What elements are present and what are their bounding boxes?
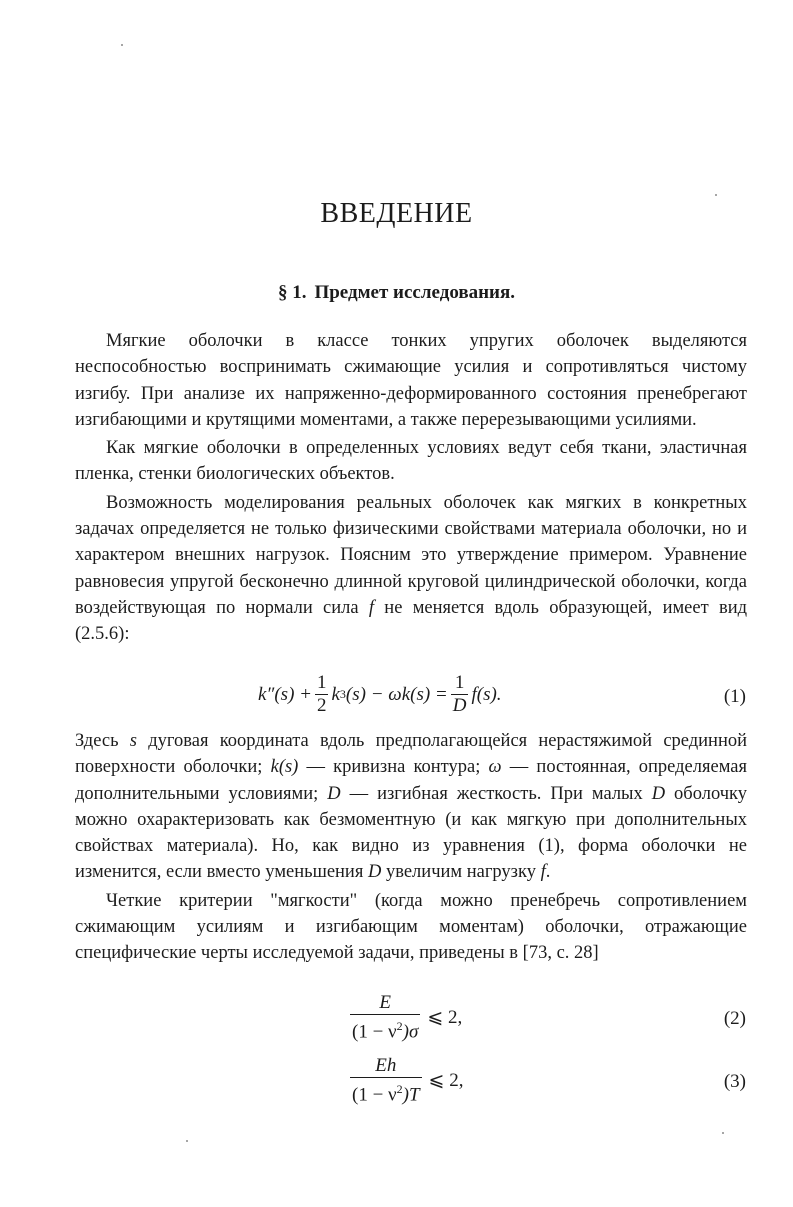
paragraph-3-tail: не меняется вдоль образующей, имеет вид (2.5.6): bbox=[75, 597, 748, 645]
p4-text-c: — кривизна контура; bbox=[306, 757, 481, 778]
scan-speck bbox=[722, 1132, 724, 1134]
equation-2-body bbox=[347, 992, 462, 1043]
p4-text-g: увеличим нагрузку bbox=[385, 862, 536, 883]
eq1-cube-exponent: 3 bbox=[339, 687, 346, 701]
eq1-lhs-c: (s) − ωk(s) = bbox=[345, 683, 448, 705]
eq2-den-a: (1 − ν bbox=[352, 1021, 397, 1043]
chapter-title: ВВЕДЕНИЕ bbox=[320, 198, 473, 229]
paragraph-2: Как мягкие оболочки в определенных условиях ведут себя ткани, эластичная пленка, стенки биологических объектов. bbox=[75, 438, 747, 485]
paragraph-3-text: Возможность моделирования реальных оболочек как мягких в конкретных задачах определяется не только физическими свойствами материала оболочки, но и характером внешних нагрузок. Поясним это утверждение примером. Уравнение равновесия упругой бесконечно длинной круговой цилиндрической оболочки, когда воздействующая по нормали сила bbox=[75, 492, 747, 618]
eq1-lhs-a: k″(s) + bbox=[258, 683, 312, 705]
eq3-den-b: )T bbox=[402, 1084, 420, 1106]
scan-speck bbox=[121, 44, 123, 46]
p4-text-e: — изгибная жесткость. При малых bbox=[349, 783, 643, 804]
equation-2 bbox=[0, 992, 793, 1044]
scan-speck bbox=[715, 194, 717, 196]
eq2-denominator bbox=[350, 1014, 420, 1043]
arc-coordinate-variable: s bbox=[129, 731, 137, 751]
paragraph-1: Мягкие оболочки в классе тонких упругих оболочек выделяются неспособностью воспринимать сжимающие усилия и сопротивляться чистому изгибу. При анализе их напряженно-деформированного состояния пренебрегают изгибающими и крутящими моментами, а также перерезывающими усилиями. bbox=[75, 331, 747, 430]
eq2-numerator: E bbox=[379, 992, 391, 1013]
paragraph-4 bbox=[75, 728, 747, 886]
equation-3 bbox=[0, 1055, 793, 1107]
eq1-frac1-denominator: 2 bbox=[316, 695, 327, 716]
eq3-den-a: (1 − ν bbox=[352, 1084, 397, 1106]
force-variable: f bbox=[368, 597, 374, 618]
eq1-rhs: f(s). bbox=[471, 683, 502, 705]
equation-1-number: (1) bbox=[723, 686, 746, 707]
eq3-numerator: Eh bbox=[375, 1055, 397, 1076]
equation-1-body bbox=[258, 672, 502, 717]
eq2-fraction bbox=[350, 992, 420, 1043]
eq1-lhs-b: k bbox=[331, 683, 340, 705]
curvature-variable: k(s) bbox=[270, 757, 299, 778]
eq3-fraction bbox=[350, 1055, 422, 1106]
main-text-block bbox=[75, 728, 747, 967]
equation-1 bbox=[0, 672, 793, 724]
section-title: Предмет исследования. bbox=[314, 282, 516, 303]
eq1-frac1-numerator: 1 bbox=[316, 672, 327, 693]
stiffness-variable-2: D bbox=[651, 783, 666, 804]
paragraph-5: Четкие критерии "мягкости" (когда можно пренебречь сопротивлением сжимающим усилиям и изгибающим моментам) оболочки, отражающие специфические черты исследуемой задачи, приведены в [73, с. 28] bbox=[75, 890, 747, 964]
eq1-fraction-half bbox=[315, 672, 329, 717]
p4-text-d: — постоянная, определяемая дополнительными условиями; bbox=[75, 757, 748, 804]
eq2-den-b: )σ bbox=[402, 1021, 419, 1043]
p4-end: . bbox=[545, 862, 551, 883]
stiffness-variable: D bbox=[327, 783, 341, 804]
equation-2-number: (2) bbox=[723, 1008, 746, 1029]
omega-variable: ω bbox=[488, 757, 502, 778]
stiffness-variable-3: D bbox=[367, 862, 382, 883]
equation-3-number: (3) bbox=[723, 1071, 746, 1092]
section-heading bbox=[0, 282, 793, 304]
eq2-den-exponent: 2 bbox=[396, 1019, 403, 1033]
p4-text-f: оболочку можно охарактеризовать как безмоментную (и как мягкую при дополнительных свойствах материала). Но, как видно из уравнения (1), форма оболочки не изменится, если вместо уменьшения bbox=[75, 783, 747, 883]
eq1-frac2-numerator: 1 bbox=[454, 672, 465, 693]
p4-text-a: Здесь bbox=[75, 731, 119, 751]
equation-3-body bbox=[347, 1055, 463, 1106]
eq2-rhs: ⩽ 2, bbox=[427, 1007, 463, 1029]
scan-speck bbox=[186, 1140, 188, 1142]
paragraph-3 bbox=[75, 490, 747, 648]
p4-text-b: дуговая координата вдоль предполагающейся нерастяжимой срединной поверхности оболочки; bbox=[75, 731, 748, 778]
eq3-rhs: ⩽ 2, bbox=[428, 1070, 464, 1092]
intro-text-block bbox=[75, 328, 747, 648]
eq3-den-exponent: 2 bbox=[396, 1082, 403, 1096]
eq1-frac2-denominator: D bbox=[452, 695, 467, 716]
section-number: § 1. bbox=[277, 282, 307, 303]
eq1-fraction-inverse-d bbox=[451, 672, 469, 717]
eq3-denominator bbox=[350, 1077, 422, 1106]
load-variable: f bbox=[540, 862, 546, 883]
